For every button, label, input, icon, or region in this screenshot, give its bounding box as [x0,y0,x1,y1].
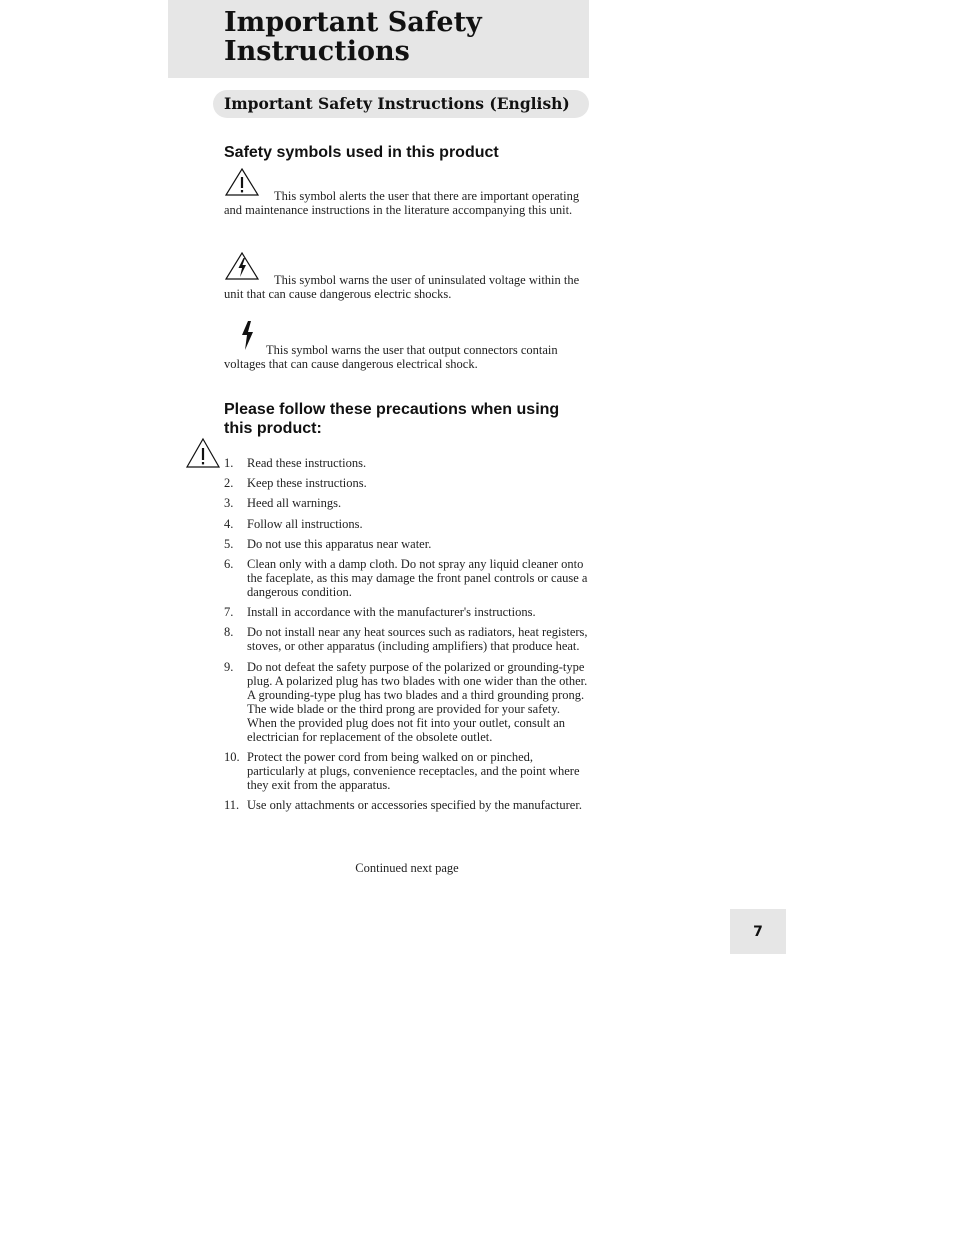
page-title: Important Safety Instructions [224,7,482,67]
symbol-description: This symbol alerts the user that there are important operating and maintenance instructions in the literature accompanying this unit. [224,189,580,217]
symbol-description: This symbol warns the user that output connectors contain voltages that can cause dangerous electrical shock. [224,343,558,371]
page-number: 7 [730,909,786,954]
list-item: 5. Do not use this apparatus near water. [224,536,432,551]
list-item: 3. Heed all warnings. [224,496,342,511]
title-block [168,0,589,78]
list-item: 11. Use only attachments or accessories specified by the manufacturer. [224,797,582,812]
symbol-description: This symbol warns the user of uninsulated voltage within the unit that can cause dangerous electric shocks. [224,273,580,301]
list-item: 6. Clean only with a damp cloth. Do not spray any liquid cleaner onto the faceplate, as this may damage the front panel controls or cause a dangerous condition. [224,556,588,599]
list-item: 2. Keep these instructions. [224,476,367,491]
list-item: 8. Do not install near any heat sources such as radiators, heat registers, stoves, or other apparatus (including amplifiers) that produce heat. [224,625,588,654]
list-item: 4. Follow all instructions. [224,516,363,531]
warning-triangle-icon [185,437,221,469]
list-item: 1. Read these instructions. [224,456,367,470]
list-item: 7. Install in accordance with the manufacturer's instructions. [224,605,536,620]
precautions-list [224,456,590,818]
symbols-heading: Safety symbols used in this product [224,144,499,161]
continued-note: Continued next page [355,861,459,875]
precautions-heading: Please follow these precautions when using this product: [224,401,560,437]
list-item: 9. Do not defeat the safety purpose of the polarized or grounding-type plug. A polarized plug has two blades with one wider than the other. A grounding-type plug has two blades and a third grounding prong. The wide blade or the third prong are provided for your safety. When the provided plug does not fit into your outlet, consult an electrician for replacement of the obsolete outlet. [224,659,588,744]
section-banner [213,90,589,118]
section-title: Important Safety Instructions (English) [224,94,570,113]
list-item: 10. Protect the power cord from being walked on or pinched, particularly at plugs, convenience receptacles, and the point where they exit from the apparatus. [224,749,580,792]
